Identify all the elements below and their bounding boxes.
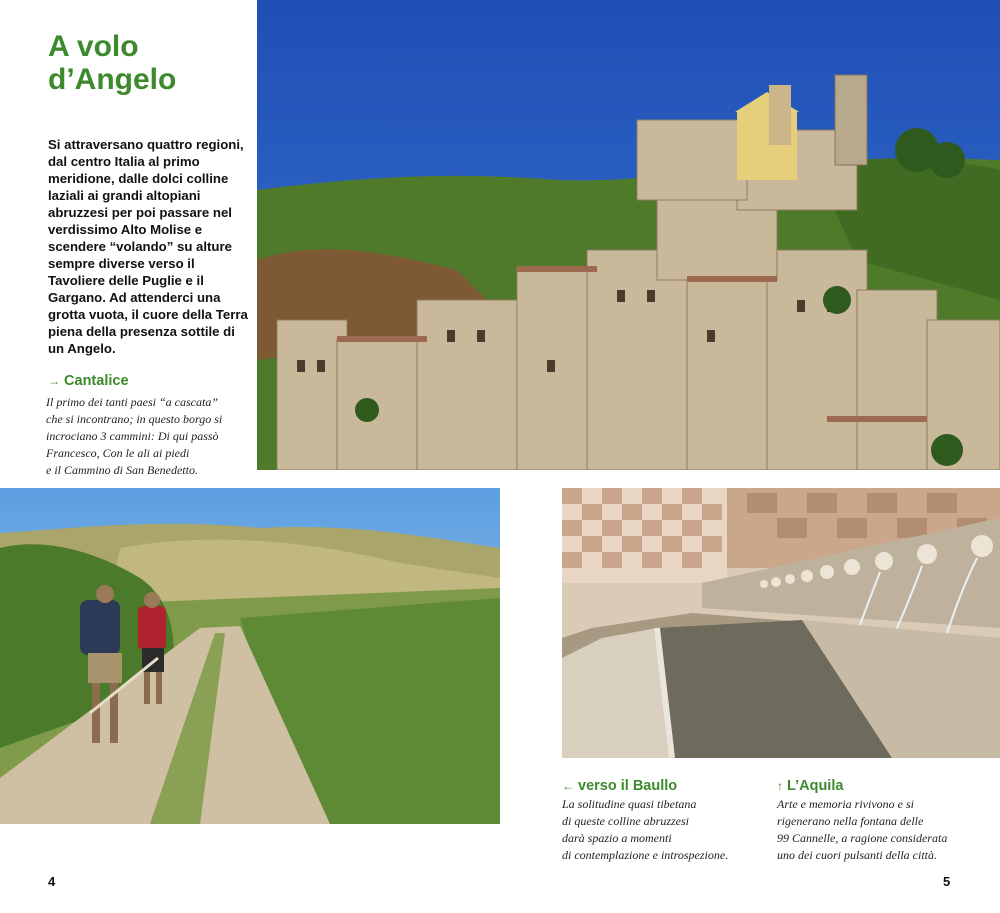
intro-paragraph: Si attraversano quattro regioni, dal centro Italia al primo meridione, dalle dolci colline laziali ai grandi altopiani abruzzesi per poi passare nel verdissimo Alto Molise e scendere “volando” su alture sempre diverse verso il Tavoliere delle Puglie e il Gargano. Ad attenderci una grotta vuota, il cuore della Terra piena della presenza sottile di un Angelo. bbox=[48, 137, 248, 356]
title-line-1: A volo bbox=[48, 30, 139, 63]
caption-text: Il primo dei tanti paesi “a cascata” che si incontrano; in questo borgo si incrociano 3 cammini: Di qui passò Francesco, Con le ali ai piedi e il Cammino di San Benedetto. bbox=[46, 395, 223, 477]
hikers-trail-photo bbox=[0, 488, 500, 824]
caption-baullo bbox=[562, 777, 762, 864]
caption-text: La solitudine quasi tibetana di queste colline abruzzesi darà spazio a momenti di contemplazione e introspezione. bbox=[562, 797, 729, 862]
page-title bbox=[48, 30, 248, 96]
caption-heading-text: Cantalice bbox=[64, 373, 129, 389]
caption-heading-text: L’Aquila bbox=[787, 778, 844, 794]
caption-heading-text: verso il Baullo bbox=[578, 778, 678, 794]
caption-heading bbox=[562, 777, 762, 795]
caption-cantalice bbox=[48, 372, 258, 479]
title-line-2: d’Angelo bbox=[48, 63, 177, 96]
caption-aquila bbox=[777, 777, 987, 864]
arrow-right-icon: → bbox=[48, 374, 60, 388]
caption-heading bbox=[777, 777, 987, 795]
hillside-village-photo bbox=[257, 0, 1000, 470]
caption-heading bbox=[48, 372, 258, 390]
page-number-left: 4 bbox=[48, 874, 56, 889]
fountain-99-cannelle-photo bbox=[562, 488, 1000, 758]
caption-text: Arte e memoria rivivono e si rigenerano nella fontana delle 99 Cannelle, a ragione considerata uno dei cuori pulsanti della città. bbox=[777, 797, 948, 862]
arrow-left-icon: ← bbox=[562, 779, 574, 793]
page-number-right: 5 bbox=[943, 874, 951, 889]
arrow-up-icon: ↑ bbox=[777, 779, 783, 793]
